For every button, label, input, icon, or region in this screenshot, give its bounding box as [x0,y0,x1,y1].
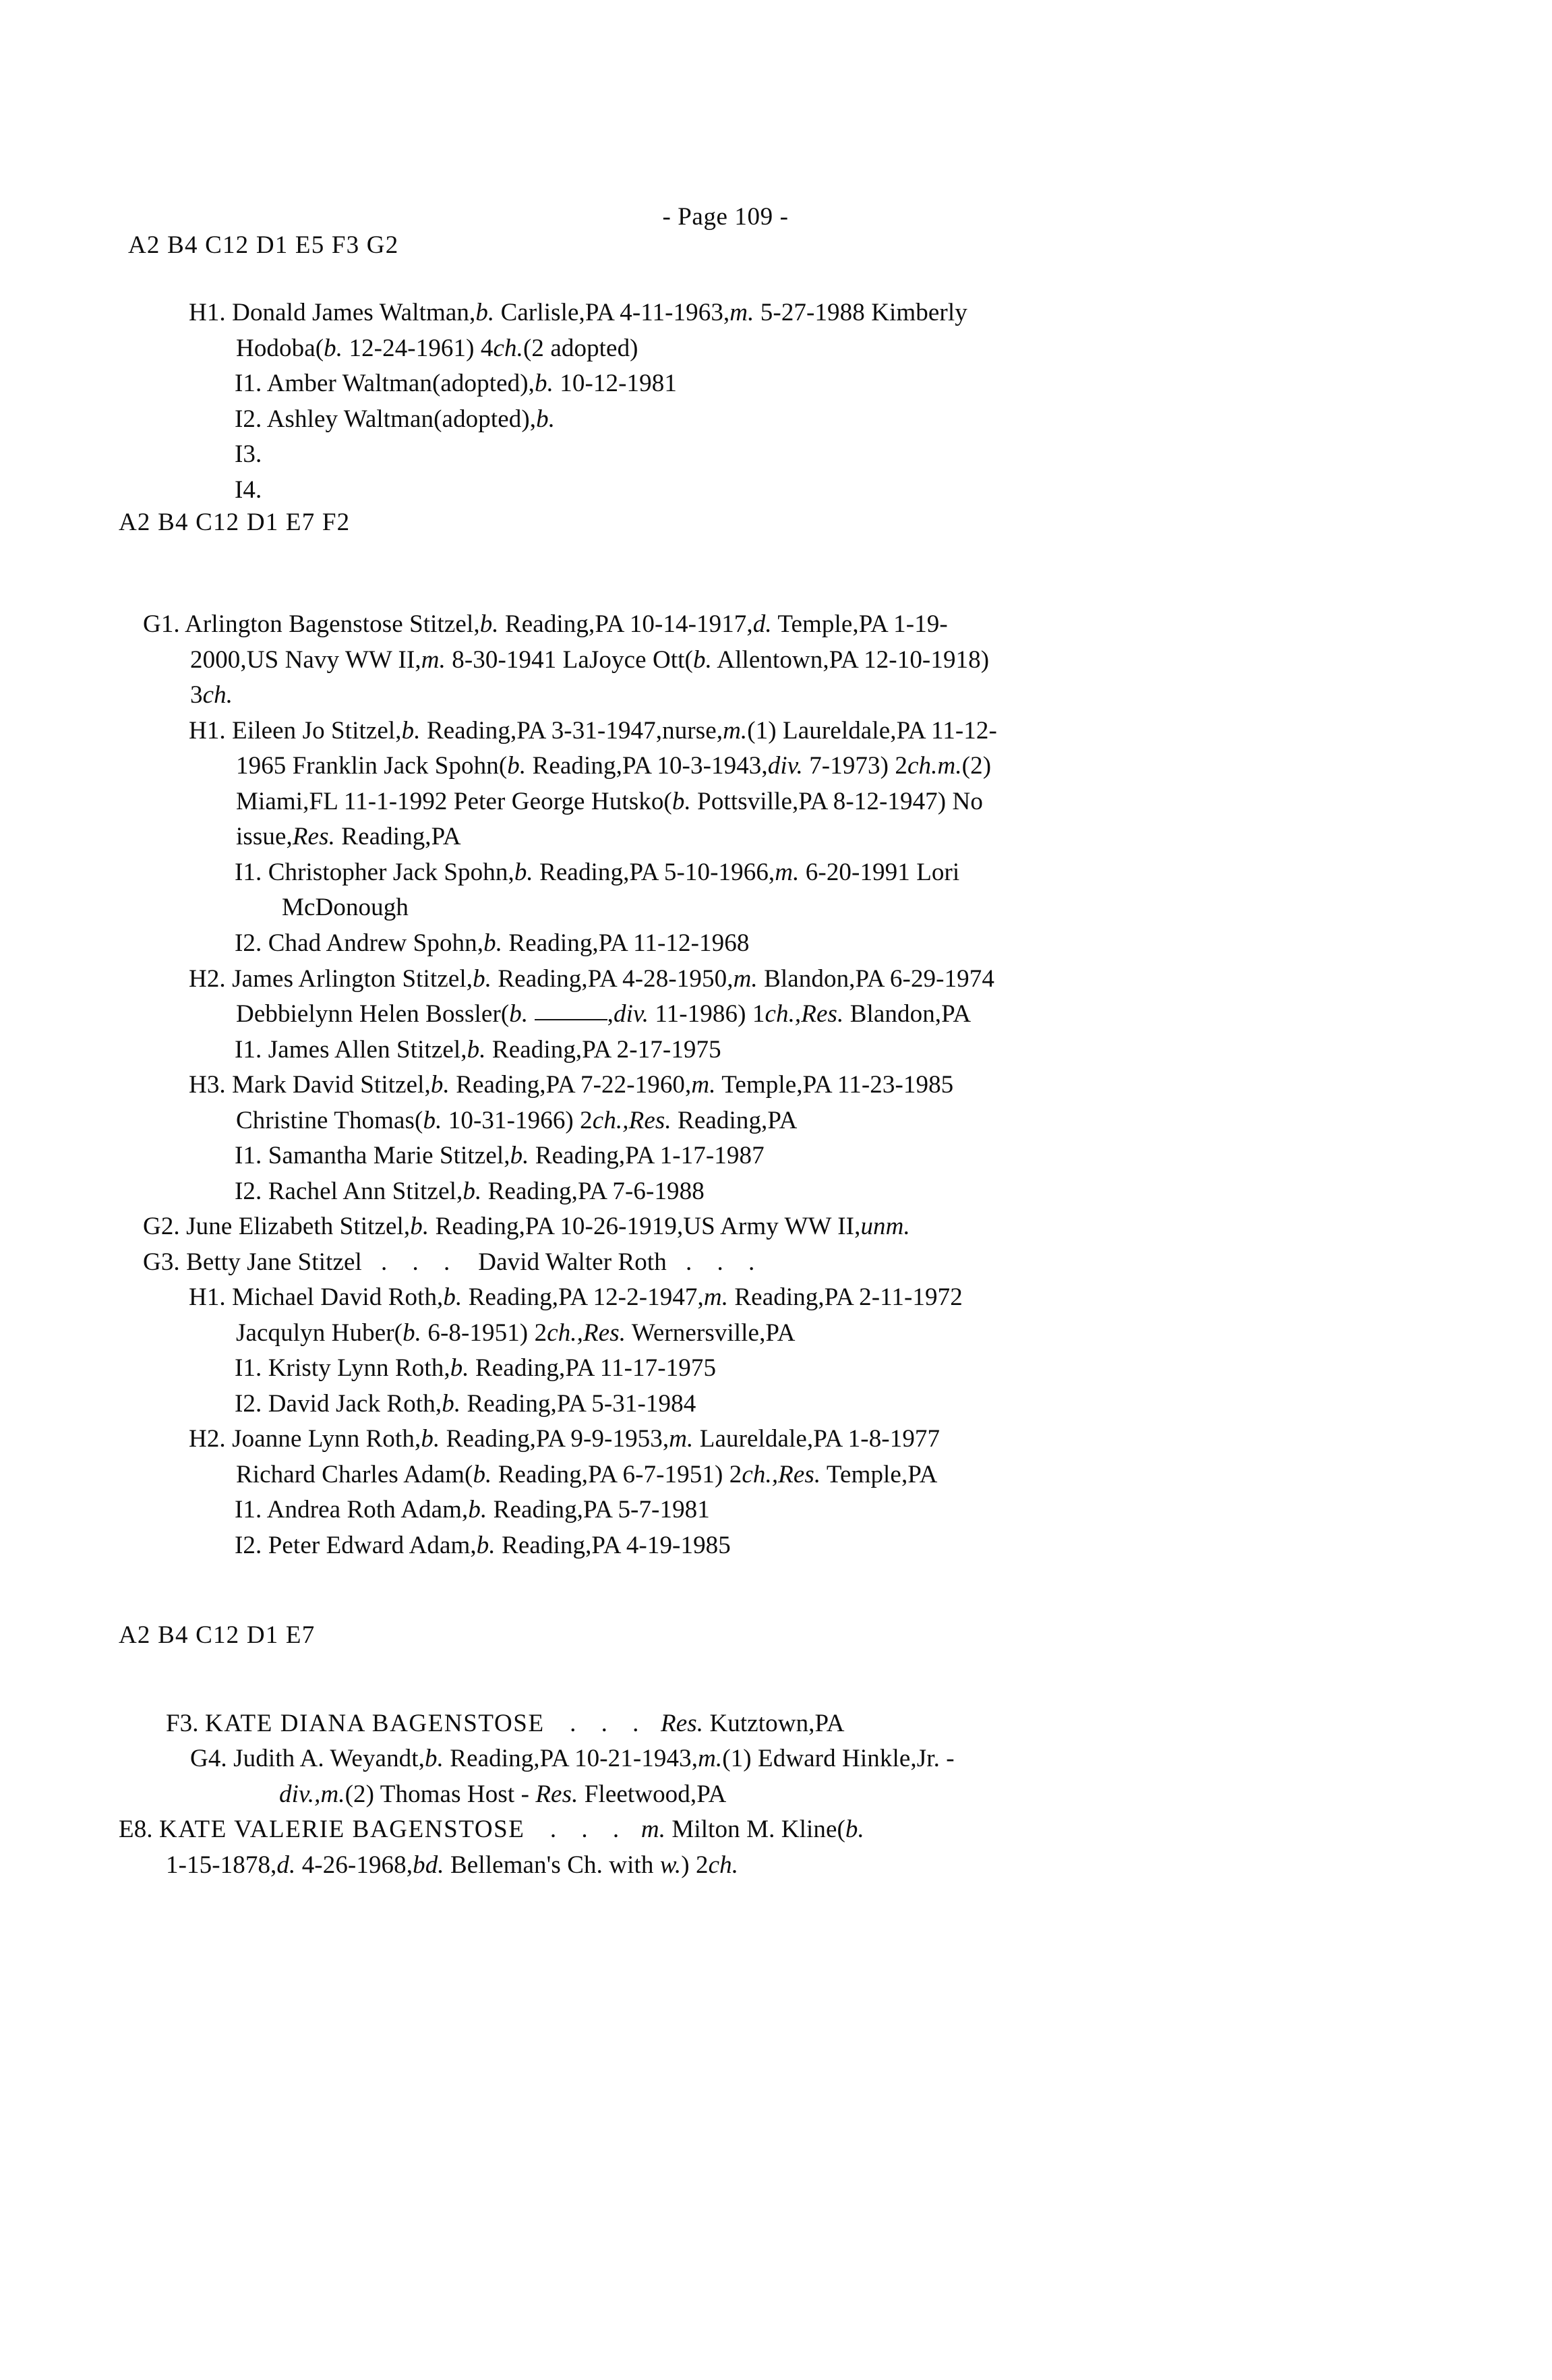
abbr-born: b. [536,405,556,433]
entry-text: (2 adopted) [523,334,638,362]
abbr-divorced: div. [613,1000,649,1028]
entry-text: James Allen Stitzel, [268,1035,467,1064]
page-header [119,202,1454,260]
page-number: - Page 109 - [662,203,789,231]
entry-text: Fleetwood,PA [578,1780,727,1808]
abbr-born: b. [514,858,533,886]
abbr-children: ch. [493,334,523,362]
entry-text: Reading,PA 4-28-1950, [491,964,734,993]
entry-text: 7-1973) 2 [802,752,908,780]
entry-label: I2. [235,1177,262,1205]
entry-text: Belleman's Ch. with [444,1851,660,1879]
entry-g1-h3-i1 [235,1138,1454,1174]
entry-text: Allentown,PA 12-10-1918) [711,645,990,674]
entry-text: Carlisle,PA 4-11-1963, [494,299,730,326]
abbr-divorced: div., [279,1780,321,1808]
entry-text: Betty Jane Stitzel [186,1248,362,1276]
entry-text: Reading,PA 11-12-1968 [502,929,750,957]
entry-text: Pottsville,PA 8-12-1947) No [690,787,983,815]
entry-label: G4. [190,1745,227,1773]
entry-e8 [119,1812,1454,1883]
abbr-children: ch. [907,752,938,780]
entry-text: Reading,PA 2-17-1975 [485,1035,721,1064]
entry-label: I1. [235,858,262,886]
entry-text: 1-15-1878, [166,1851,277,1879]
abbr-died: d. [752,610,772,639]
entry-text: Reading,PA 9-9-1953, [440,1425,669,1453]
entry-text: Reading,PA 4-19-1985 [495,1532,731,1559]
abbr-children-residence: ch.,Res. [592,1106,671,1134]
entry-text: Hodoba( [236,334,324,362]
entry-g1-h2-i1 [235,1033,1454,1068]
entry-text: (1) Edward Hinkle,Jr. - [722,1745,955,1773]
entry-text: David Walter Roth [478,1248,667,1276]
abbr-born: b. [425,1745,444,1773]
abbr-died: d. [276,1851,296,1879]
entry-text: 10-12-1981 [553,370,677,398]
entry-text: Temple,PA 11-23-1985 [715,1071,954,1099]
entry-text: Temple,PA [820,1460,938,1488]
entry-label: H2. [189,1425,226,1453]
entry-i3 [235,437,1454,473]
entry-label: H1. [189,716,226,745]
entry-g1 [143,607,1454,714]
entry-text: Temple,PA 1-19- [771,610,948,639]
entry-text: Reading,PA 10-26-1919,US Army WW II, [429,1213,861,1241]
abbr-residence: Res. [661,1709,704,1737]
entry-label: G2. [143,1213,180,1241]
entry-label: I1. [235,1142,262,1170]
entry-text: Reading,PA 2-11-1972 [728,1283,963,1312]
abbr-married: m. [691,1071,716,1099]
abbr-married: m. [640,1816,666,1844]
entry-text: Mark David Stitzel, [232,1071,431,1099]
leader-dots: . . . [380,1248,460,1276]
entry-text: Arlington Bagenstose Stitzel, [185,610,480,639]
entry-g1-h3 [189,1068,1454,1138]
section-code-bottom: A2 B4 C12 D1 E7 [119,1621,316,1649]
entry-text: Reading,PA 11-17-1975 [469,1354,717,1383]
entry-name-caps: KATE VALERIE BAGENSTOSE [159,1816,525,1844]
entry-g1-h1-i2 [235,926,1454,962]
entry-g1-h1 [189,714,1454,855]
entry-label: I1. [235,1035,262,1064]
entry-text: Chad Andrew Spohn, [268,929,484,957]
entry-text: June Elizabeth Stitzel, [186,1213,411,1241]
entry-g3-h1-i2 [235,1387,1454,1422]
entry-text: ) 2 [681,1851,709,1879]
entry-label: I2. [235,929,262,957]
entry-text: issue, [236,823,293,851]
entry-g3-h1-i1 [235,1351,1454,1387]
entry-text: Rachel Ann Stitzel, [268,1177,463,1205]
entry-g3 [143,1245,1454,1281]
entry-text: Reading,PA 7-22-1960, [449,1071,692,1099]
entry-text: Laureldale,PA 1-8-1977 [693,1425,941,1453]
blank-fill-line [535,1019,607,1020]
entry-i1 [235,366,1454,402]
entry-text: Samantha Marie Stitzel, [268,1142,510,1170]
abbr-born: b. [473,964,492,993]
abbr-married: m. [698,1745,723,1773]
leader-dots: . . . [549,1816,629,1844]
entry-text: Michael David Roth, [232,1283,444,1312]
abbr-born: b. [324,334,343,362]
abbr-born: b. [443,1283,462,1312]
abbr-children-residence: ch.,Res. [742,1460,821,1488]
entry-text: Reading,PA [671,1106,798,1134]
abbr-buried: bd. [413,1851,444,1879]
entry-text: Reading,PA 1-17-1987 [529,1142,765,1170]
entry-text: Reading,PA 10-21-1943, [443,1745,698,1773]
entry-text: Eileen Jo Stitzel, [232,716,402,745]
entry-text: 3 [190,681,203,709]
entry-g3-h1 [189,1280,1454,1351]
entry-text: Blandon,PA 6-29-1974 [757,964,994,993]
entry-text: Reading,PA 5-10-1966, [533,858,775,886]
entry-text: (2) [961,752,992,780]
entry-i4 [235,473,1454,509]
entry-text: 4-26-1968, [295,1851,413,1879]
entry-label: I1. [235,370,262,398]
entry-text: Kristy Lynn Roth, [268,1354,450,1383]
entry-text: Christopher Jack Spohn, [268,858,514,886]
entry-text: Richard Charles Adam( [236,1460,473,1488]
entry-label: G3. [143,1248,180,1276]
entry-text: 6-20-1991 Lori [799,858,960,886]
abbr-born: b. [845,1816,864,1844]
entry-text: Judith A. Weyandt, [233,1745,425,1773]
entry-label: H2. [189,964,226,993]
entry-text: 1965 Franklin Jack Spohn( [236,752,508,780]
entry-text: Jacqulyn Huber( [236,1318,403,1347]
entry-g1-h3-i2 [235,1174,1454,1210]
leader-dots: . . . [570,1709,649,1737]
entry-label: I3. [235,440,262,469]
entry-text: 2000,US Navy WW II, [190,645,421,674]
abbr-wife: w. [659,1851,682,1879]
abbr-married: m. [421,645,446,674]
entry-text: Milton M. Kline( [665,1816,845,1844]
entry-label: H3. [189,1071,226,1099]
abbr-born: b. [430,1071,450,1099]
entry-text: (2) Thomas Host - [345,1780,536,1808]
abbr-born: b. [410,1213,429,1241]
entry-text: Reading,PA 6-7-1951) 2 [491,1460,742,1488]
entry-label: I2. [235,1389,262,1418]
entry-g4 [190,1741,1454,1812]
entry-label: I2. [235,1532,262,1559]
abbr-born: b. [402,1318,422,1347]
page-content [119,202,1454,1883]
entry-text: David Jack Roth, [268,1389,442,1418]
abbr-born: b. [467,1035,486,1064]
entry-text: 5-27-1988 Kimberly [754,299,967,326]
entry-label: I4. [235,475,262,504]
abbr-born: b. [442,1389,461,1418]
abbr-children-residence: ch.,Res. [547,1318,626,1347]
abbr-married: m. [729,299,754,326]
entry-text: Reading,PA 7-6-1988 [481,1177,705,1205]
abbr-residence: Res. [535,1780,578,1808]
entry-g1-h1-i1 [235,855,1454,926]
abbr-born: b. [509,1000,529,1028]
abbr-children-residence: ch.,Res. [765,1000,844,1028]
entry-text: Blandon,PA [843,1000,972,1028]
abbr-born: b. [534,370,554,398]
entry-text: Christine Thomas( [236,1106,423,1134]
entry-label: I1. [235,1496,262,1524]
entry-text: Miami,FL 11-1-1992 Peter George Hutsko( [236,787,672,815]
entry-text: Reading,PA 3-31-1947,nurse, [420,716,723,745]
entry-text: Kutztown,PA [703,1709,845,1737]
entry-label: F3. [166,1709,199,1737]
entry-text: 12-24-1961) 4 [342,334,494,362]
genealogy-block-2 [119,607,1454,1563]
entry-text: Joanne Lynn Roth, [232,1425,421,1453]
abbr-married: m. [733,964,758,993]
entry-h1 [189,295,1454,366]
entry-label: E8. [119,1816,153,1844]
abbr-born: b. [462,1177,482,1205]
abbr-divorced: div. [767,752,803,780]
entry-g3-h2-i1 [235,1492,1454,1528]
entry-label: I1. [235,1354,262,1383]
entry-g1-h2 [189,962,1454,1033]
abbr-married: m. [669,1425,694,1453]
abbr-born: b. [479,610,499,639]
abbr-married: m. [775,858,800,886]
entry-f3 [166,1706,1454,1742]
abbr-married: m. [703,1283,729,1312]
abbr-born: b. [468,1496,487,1524]
entry-text: 10-31-1966) 2 [442,1106,593,1134]
abbr-born: b. [483,929,503,957]
abbr-married: m. [320,1780,345,1808]
entry-label: H1. [189,1283,226,1312]
abbr-born: b. [692,645,712,674]
abbr-residence: Res. [292,823,335,851]
abbr-born: b. [401,716,421,745]
abbr-born: b. [507,752,527,780]
entry-text: Reading,PA [334,823,461,851]
entry-text: Reading,PA 5-31-1984 [460,1389,696,1418]
entry-text: Peter Edward Adam, [268,1532,477,1559]
entry-text: 11-1986) 1 [649,1000,765,1028]
entry-text: Reading,PA 12-2-1947, [462,1283,704,1312]
entry-text: Reading,PA 5-7-1981 [487,1496,710,1524]
entry-label: G1. [143,610,180,639]
abbr-unmarried: unm. [860,1213,910,1241]
abbr-children: ch. [202,681,233,709]
abbr-born: b. [450,1354,469,1383]
entry-name-caps: KATE DIANA BAGENSTOSE [205,1709,545,1737]
entry-text: Donald James Waltman, [232,299,476,326]
entry-g2 [143,1209,1454,1245]
entry-label: I2. [235,405,262,433]
entry-text: McDonough [282,894,409,922]
entry-text: Wernersville,PA [626,1318,796,1347]
entry-g3-h2 [189,1422,1454,1492]
entry-text: Debbielynn Helen Bossler( [236,1000,510,1028]
abbr-born: b. [421,1425,440,1453]
abbr-born: b. [473,1460,492,1488]
entry-text: Amber Waltman(adopted), [266,370,535,398]
leader-dots: . . . [685,1248,765,1276]
entry-text: Andrea Roth Adam, [266,1496,469,1524]
abbr-married: m. [937,752,962,780]
entry-text: Reading,PA 10-3-1943, [526,752,768,780]
abbr-born: b. [476,1532,496,1559]
entry-text: Ashley Waltman(adopted), [266,405,537,433]
entry-text: , [607,1000,614,1028]
section-code-top: A2 B4 C12 D1 E5 F3 G2 [128,231,399,259]
entry-label: H1. [189,299,226,326]
entry-text: 8-30-1941 LaJoyce Ott( [445,645,693,674]
abbr-born: b. [510,1142,529,1170]
abbr-born: b. [671,787,691,815]
genealogy-block-1 [119,295,1454,537]
abbr-children: ch. [708,1851,739,1879]
abbr-born: b. [423,1106,442,1134]
section-code-mid: A2 B4 C12 D1 E7 F2 [119,509,351,537]
entry-text: James Arlington Stitzel, [232,964,473,993]
entry-text: (1) Laureldale,PA 11-12- [747,716,997,745]
entry-i2 [235,402,1454,438]
abbr-born: b. [475,299,495,326]
genealogy-block-3 [119,1706,1454,1884]
abbr-married: m. [723,716,748,745]
entry-g3-h2-i2 [235,1528,1454,1564]
entry-text: Reading,PA 10-14-1917, [498,610,753,639]
entry-text: 6-8-1951) 2 [421,1318,547,1347]
